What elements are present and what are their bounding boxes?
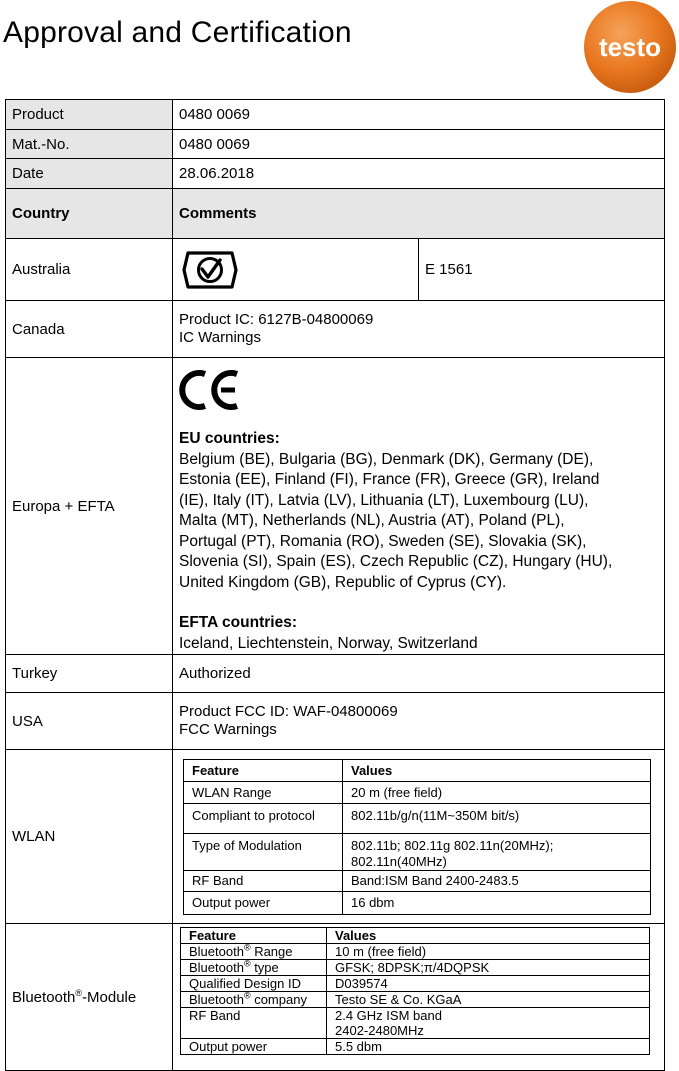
bluetooth-label-suffix: -Module [82, 988, 137, 1006]
wlan-value-cell: 802.11b/g/n(11M~350M bit/s) [343, 803, 651, 833]
row-usa [6, 693, 665, 750]
bt-feature-text: Bluetooth [189, 944, 244, 959]
bt-feature-cell: Qualified Design ID [181, 976, 327, 992]
bt-value-line: 2402-2480MHz [335, 1023, 424, 1038]
bt-value-cell: Testo SE & Co. KGaA [327, 992, 650, 1008]
table-row [181, 976, 650, 992]
wlan-comments [173, 750, 665, 924]
bt-feature-cell: RF Band [181, 1008, 327, 1039]
wlan-feature-cell: Compliant to protocol [184, 803, 343, 833]
table-row [184, 833, 651, 870]
bluetooth-comments [173, 924, 665, 1071]
product-value: 0480 0069 [173, 100, 665, 130]
table-row [184, 781, 651, 803]
canada-ic-id: Product IC: 6127B-04800069 [179, 311, 374, 328]
bluetooth-feature-table [180, 927, 650, 1055]
table-row [184, 891, 651, 914]
row-australia [6, 239, 665, 301]
canada-ic-warnings: IC Warnings [179, 329, 261, 346]
wlan-value-line: 802.11b; 802.11g 802.11n(20MHz); [351, 837, 554, 853]
testo-logo [578, 0, 679, 96]
wlan-values-header: Values [343, 759, 651, 781]
row-canada [6, 301, 665, 358]
info-row-matno [6, 130, 665, 159]
wlan-value-cell: 16 dbm [343, 891, 651, 914]
certification-table [5, 99, 665, 1071]
canada-label: Canada [6, 301, 173, 358]
page-title: Approval and Certification [3, 16, 352, 49]
australia-code: E 1561 [419, 239, 665, 301]
canada-comments [173, 301, 665, 358]
wlan-feature-cell: Output power [184, 891, 343, 914]
eu-line-5: Portugal (PT), Romania (RO), Sweden (SE), Slovakia (SK), [179, 532, 587, 550]
bt-value-cell: 5.5 dbm [327, 1039, 650, 1055]
bt-feature-cell [181, 992, 327, 1008]
bt-value-line: 2.4 GHz ISM band [335, 1008, 442, 1023]
bt-feature-text: Bluetooth [189, 960, 244, 975]
turkey-label: Turkey [6, 655, 173, 693]
bt-value-cell: 10 m (free field) [327, 944, 650, 960]
matno-value: 0480 0069 [173, 130, 665, 159]
bt-feature-suffix: company [250, 992, 307, 1007]
row-europe [6, 358, 665, 655]
ce-mark-icon [179, 368, 241, 412]
usa-fcc-warnings: FCC Warnings [179, 721, 277, 738]
usa-fcc-id: Product FCC ID: WAF-04800069 [179, 703, 398, 720]
europe-label: Europa + EFTA [6, 358, 173, 655]
country-header: Country [6, 189, 173, 239]
bt-value-cell [327, 1008, 650, 1039]
logo-text: testo [598, 32, 662, 62]
info-row-date [6, 159, 665, 189]
eu-line-1: Belgium (BE), Bulgaria (BG), Denmark (DK), Germany (DE), [179, 450, 594, 468]
efta-heading: EFTA countries: [179, 614, 297, 631]
wlan-feature-cell: Type of Modulation [184, 833, 343, 870]
comments-header: Comments [173, 189, 665, 239]
wlan-feature-cell: RF Band [184, 870, 343, 891]
table-row [181, 1008, 650, 1039]
table-row [181, 992, 650, 1008]
table-row [181, 960, 650, 976]
eu-line-2: Estonia (EE), Finland (FI), France (FR), Greece (GR), Ireland [179, 471, 600, 488]
wlan-value-cell [343, 833, 651, 870]
table-row [184, 803, 651, 833]
row-turkey [6, 655, 665, 693]
column-header-row [6, 189, 665, 239]
usa-comments [173, 693, 665, 750]
australia-mark-cell [173, 239, 419, 301]
registered-mark: ® [243, 958, 251, 969]
bluetooth-label [6, 924, 173, 1071]
row-bluetooth [6, 924, 665, 1071]
usa-label: USA [6, 693, 173, 750]
info-row-product [6, 100, 665, 130]
rcm-mark-icon [180, 249, 240, 291]
wlan-feature-table [183, 759, 651, 915]
table-row [184, 870, 651, 891]
europe-comments [173, 358, 665, 655]
registered-mark: ® [243, 942, 251, 953]
registered-mark: ® [75, 987, 83, 998]
bt-feature-cell: Output power [181, 1039, 327, 1055]
date-label: Date [6, 159, 173, 189]
wlan-table-header [184, 759, 651, 781]
eu-line-7: United Kingdom (GB), Republic of Cyprus (CY). [179, 573, 507, 591]
matno-label: Mat.-No. [6, 130, 173, 159]
bluetooth-table-header [181, 928, 650, 944]
row-wlan [6, 750, 665, 924]
eu-line-4: Malta (MT), Netherlands (NL), Austria (AT), Poland (PL), [179, 512, 565, 529]
bt-value-cell: D039574 [327, 976, 650, 992]
wlan-value-cell: Band:ISM Band 2400-2483.5 [343, 870, 651, 891]
bt-feature-cell [181, 944, 327, 960]
bluetooth-label-text: Bluetooth [12, 988, 76, 1006]
eu-line-6: Slovenia (SI), Spain (ES), Czech Republic (CZ), Hungary (HU), [179, 553, 613, 570]
table-row [181, 1039, 650, 1055]
wlan-feature-header: Feature [184, 759, 343, 781]
registered-mark: ® [243, 990, 251, 1001]
table-row [181, 944, 650, 960]
wlan-label: WLAN [6, 750, 173, 924]
australia-label: Australia [6, 239, 173, 301]
wlan-feature-cell: WLAN Range [184, 781, 343, 803]
eu-line-3: (IE), Italy (IT), Latvia (LV), Lithuania (LT), Luxembourg (LU), [179, 491, 589, 509]
bt-feature-cell [181, 960, 327, 976]
date-value: 28.06.2018 [173, 159, 665, 189]
turkey-comment: Authorized [173, 655, 665, 693]
bt-values-header: Values [327, 928, 650, 944]
bt-feature-text: Bluetooth [189, 992, 244, 1007]
efta-countries: Iceland, Liechtenstein, Norway, Switzerland [179, 634, 478, 652]
wlan-value-cell: 20 m (free field) [343, 781, 651, 803]
bt-feature-header: Feature [181, 928, 327, 944]
eu-heading: EU countries: [179, 430, 280, 447]
product-label: Product [6, 100, 173, 130]
bt-feature-suffix: type [250, 960, 279, 975]
bt-feature-suffix: Range [250, 944, 293, 959]
wlan-value-line: 802.11n(40MHz) [351, 853, 447, 869]
bt-value-cell: GFSK; 8DPSK;π/4DQPSK [327, 960, 650, 976]
